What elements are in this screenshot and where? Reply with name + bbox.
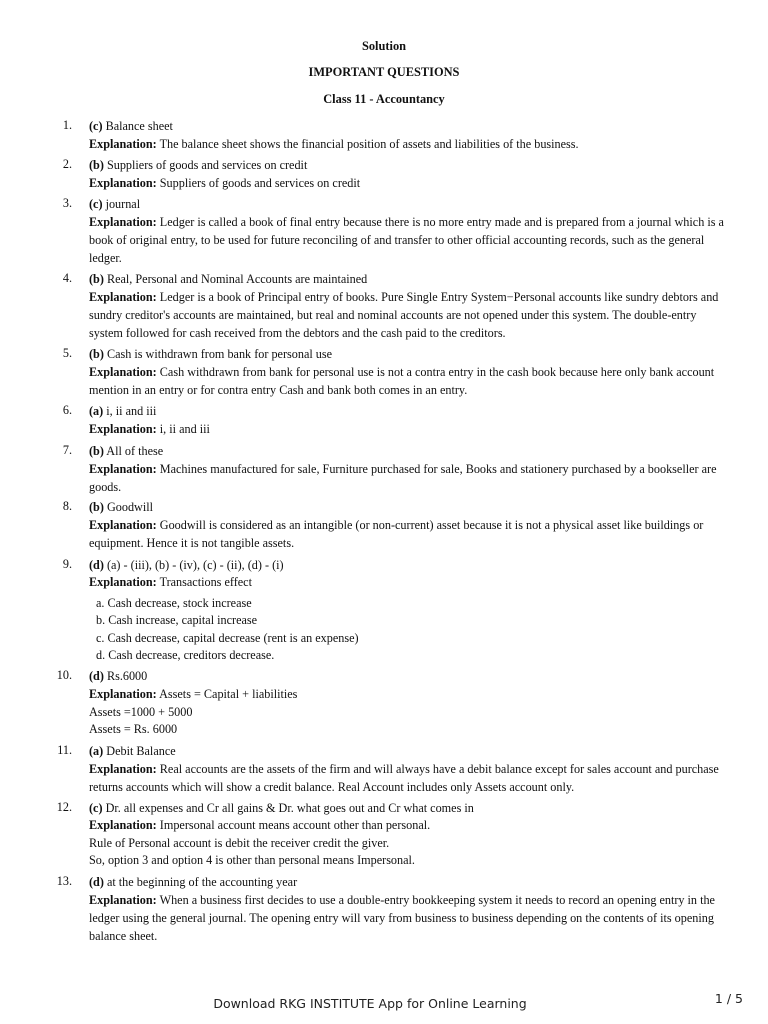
page-indicator: 1 / 5 (714, 991, 743, 1006)
explanation (89, 288, 729, 342)
explanation-text: Suppliers of goods and services on credit (159, 176, 361, 191)
explanation-text: Transactions effect (159, 575, 252, 590)
explanation-label: Explanation: (89, 365, 157, 380)
question-number: 11. (57, 743, 72, 757)
explanation-text: Goodwill is considered as an intangible (or non-current) asset because it is not a physical asset like buildings or equipment. Hence it is not tangible assets. (89, 518, 704, 551)
sub-item: a. Cash decrease, stock increase (96, 595, 252, 610)
explanation (89, 574, 729, 591)
explanation (89, 213, 729, 267)
answer-option: (a) (89, 404, 104, 418)
explanation-text: Impersonal account means account other than personal. (159, 818, 431, 833)
question-number: 1. (62, 118, 72, 132)
answer-text: Dr. all expenses and Cr all gains & Dr. what goes out and Cr what comes in (105, 801, 474, 815)
answer-line (89, 443, 729, 460)
answer-text: i, ii and iii (106, 404, 157, 418)
explanation-label: Explanation: (89, 893, 157, 908)
explanation-label: Explanation: (89, 176, 157, 191)
answer-line (89, 346, 729, 363)
answer-text: All of these (106, 444, 164, 458)
explanation-text: Machines manufactured for sale, Furniture purchased for sale, Books and stationery purchased by a bookseller are goods. (89, 462, 717, 495)
explanation-text: i, ii and iii (159, 422, 210, 437)
explanation-label: Explanation: (89, 462, 157, 477)
answer-line (89, 874, 729, 891)
answer-option: (a) (89, 744, 104, 758)
explanation-text: Ledger is called a book of final entry because there is no more entry made and is prepared from a journal which is a book of original entry, to be used for future reconciling of and transfer to other official accounting records, such as the general ledger. (89, 215, 724, 266)
question-number: 4. (62, 271, 72, 285)
answer-option: (b) (89, 272, 104, 286)
explanation (89, 686, 729, 703)
explanation-text: Real accounts are the assets of the firm and will always have a debit balance except for sales account and purchase returns accounts which will show a credit balance. Real Account includes only Assets account only. (89, 762, 719, 795)
answer-text: Real, Personal and Nominal Accounts are maintained (106, 272, 368, 286)
explanation-label: Explanation: (89, 422, 157, 437)
page-title: Solution (361, 39, 407, 53)
answer-line (89, 196, 729, 213)
answer-text: at the beginning of the accounting year (106, 875, 298, 889)
answer-option: (c) (89, 119, 103, 133)
footer-promo-text: Download RKG INSTITUTE App for Online Learning (213, 996, 527, 1011)
explanation-line: Assets =1000 + 5000 (89, 704, 193, 719)
answer-option: (b) (89, 444, 104, 458)
sub-item: c. Cash decrease, capital decrease (rent is an expense) (96, 630, 359, 645)
explanation-label: Explanation: (89, 137, 157, 152)
answer-option: (d) (89, 669, 104, 683)
explanation-label: Explanation: (89, 518, 157, 533)
answer-line (89, 557, 729, 574)
explanation (89, 420, 729, 438)
explanation (89, 891, 729, 945)
explanation-label: Explanation: (89, 290, 157, 305)
explanation-label: Explanation: (89, 818, 157, 833)
answer-option: (c) (89, 197, 103, 211)
explanation-label: Explanation: (89, 687, 157, 702)
question-number: 6. (62, 403, 72, 417)
answer-text: Suppliers of goods and services on credit (106, 158, 308, 172)
answer-line (89, 800, 729, 817)
explanation (89, 174, 729, 192)
question-number: 9. (62, 557, 72, 571)
explanation-line: Assets = Rs. 6000 (89, 722, 178, 737)
question-number: 8. (62, 499, 72, 513)
answer-text: Balance sheet (105, 119, 173, 133)
answer-line (89, 743, 729, 760)
answer-option: (c) (89, 801, 103, 815)
answer-option: (b) (89, 347, 104, 361)
question-number: 5. (62, 346, 72, 360)
answer-line (89, 668, 729, 685)
question-number: 7. (62, 443, 72, 457)
explanation-text: The balance sheet shows the financial position of assets and liabilities of the business. (159, 137, 579, 152)
sub-item: b. Cash increase, capital increase (96, 613, 258, 628)
explanation-line: So, option 3 and option 4 is other than personal means Impersonal. (89, 853, 415, 868)
question-number: 12. (56, 800, 72, 814)
answer-text: Rs.6000 (106, 669, 148, 683)
explanation (89, 460, 729, 496)
class-heading: Class 11 - Accountancy (323, 92, 445, 106)
sub-item: d. Cash decrease, creditors decrease. (96, 648, 275, 663)
answer-text: Cash is withdrawn from bank for personal use (106, 347, 333, 361)
answer-option: (d) (89, 558, 104, 572)
explanation-text: Ledger is a book of Principal entry of books. Pure Single Entry System−Personal accounts like sundry debtors and sundry creditor's accounts are maintained, but real and nominal accounts are not opened under this system. The double-entry system followed for cash received from the debtors and the cash paid to the creditors. (89, 290, 719, 341)
explanation-label: Explanation: (89, 575, 157, 590)
question-number: 2. (62, 157, 72, 171)
answer-option: (b) (89, 500, 104, 514)
question-number: 3. (62, 196, 72, 210)
answer-line (89, 157, 729, 174)
answer-text: (a) - (iii), (b) - (iv), (c) - (ii), (d) - (i) (106, 558, 284, 572)
page-subtitle: IMPORTANT QUESTIONS (308, 65, 460, 79)
explanation-label: Explanation: (89, 762, 157, 777)
answer-line (89, 271, 729, 288)
answer-text: Debit Balance (106, 744, 176, 758)
explanation-text: Assets = Capital + liabilities (159, 687, 298, 702)
answer-text: Goodwill (106, 500, 153, 514)
answer-option: (b) (89, 158, 104, 172)
explanation (89, 363, 729, 399)
explanation-label: Explanation: (89, 215, 157, 230)
answer-text: journal (105, 197, 141, 211)
explanation (89, 817, 729, 834)
answer-line (89, 403, 729, 420)
answer-line (89, 499, 729, 516)
explanation-text: Cash withdrawn from bank for personal use is not a contra entry in the cash book because here only bank account mention in an entry or for contra entry Cash and bank both comes in an entry. (89, 365, 715, 398)
explanation (89, 516, 729, 552)
explanation (89, 135, 729, 153)
question-number: 13. (56, 874, 72, 888)
question-number: 10. (56, 668, 72, 682)
explanation (89, 760, 729, 796)
explanation-text: When a business first decides to use a double-entry bookkeeping system it needs to record an opening entry in the ledger using the general journal. The opening entry will vary from business to business depending on the contents of its opening balance sheet. (89, 893, 715, 944)
answer-option: (d) (89, 875, 104, 889)
answer-line (89, 118, 729, 135)
explanation-line: Rule of Personal account is debit the receiver credit the giver. (89, 835, 390, 850)
